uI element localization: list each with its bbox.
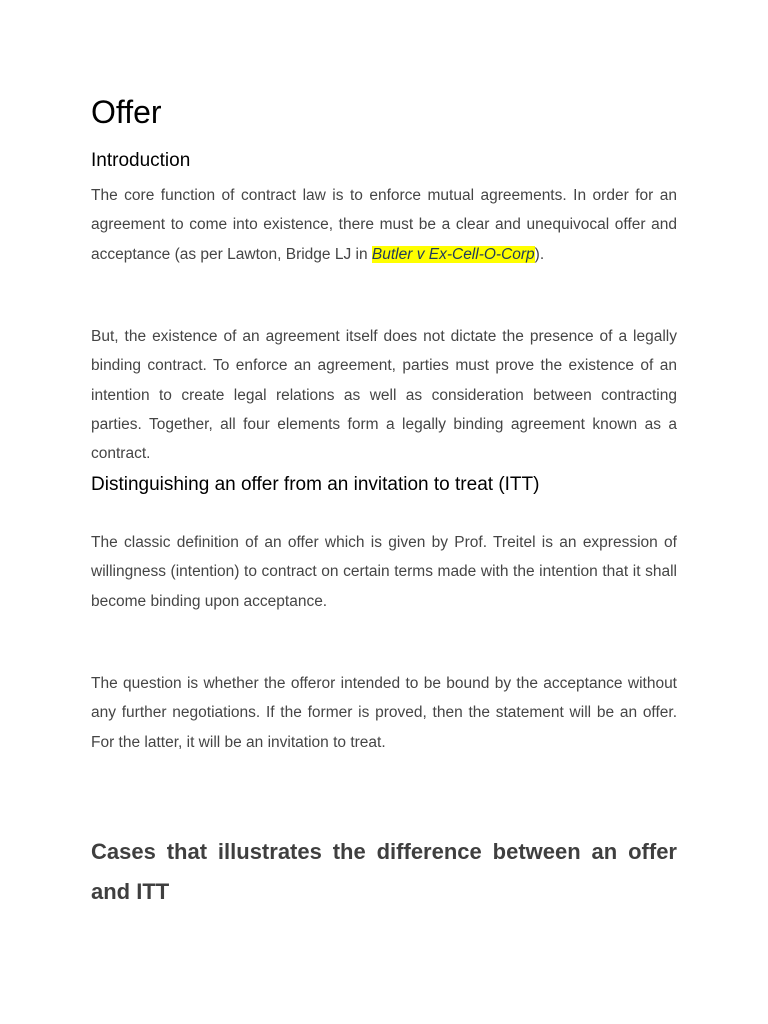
cases-heading: Cases that illustrates the difference between an offer and ITT xyxy=(91,839,677,904)
page-title: Offer xyxy=(91,94,162,130)
distinguishing-heading: Distinguishing an offer from an invitation to treat (ITT) xyxy=(91,474,540,495)
introduction-paragraph-1 xyxy=(91,181,677,269)
distinguishing-paragraph-1: The classic definition of an offer which is given by Prof. Treitel is an expression of willingness (intention) to contract on certain terms made with the intention that it shall become binding upon acceptance. xyxy=(91,534,677,610)
paragraph-text: The core function of contract law is to enforce mutual agreements. In order for an agreement to come into existence, there must be a clear and unequivocal offer and acceptance (as per Lawton, Bridge LJ in xyxy=(91,187,677,263)
introduction-paragraph-2: But, the existence of an agreement itself does not dictate the presence of a legally binding contract. To enforce an agreement, parties must prove the existence of an intention to create legal relations as well as consideration between contracting parties. Together, all four elements form a legally binding agreement known as a contract. xyxy=(91,328,677,463)
highlighted-case-name: Butler v Ex-Cell-O-Corp xyxy=(371,245,535,263)
distinguishing-paragraph-2: The question is whether the offeror intended to be bound by the acceptance without any further negotiations. If the former is proved, then the statement will be an offer. For the latter, it will be an invitation to treat. xyxy=(91,675,677,751)
introduction-heading: Introduction xyxy=(91,150,191,171)
paragraph-text-end: ). xyxy=(534,245,545,263)
